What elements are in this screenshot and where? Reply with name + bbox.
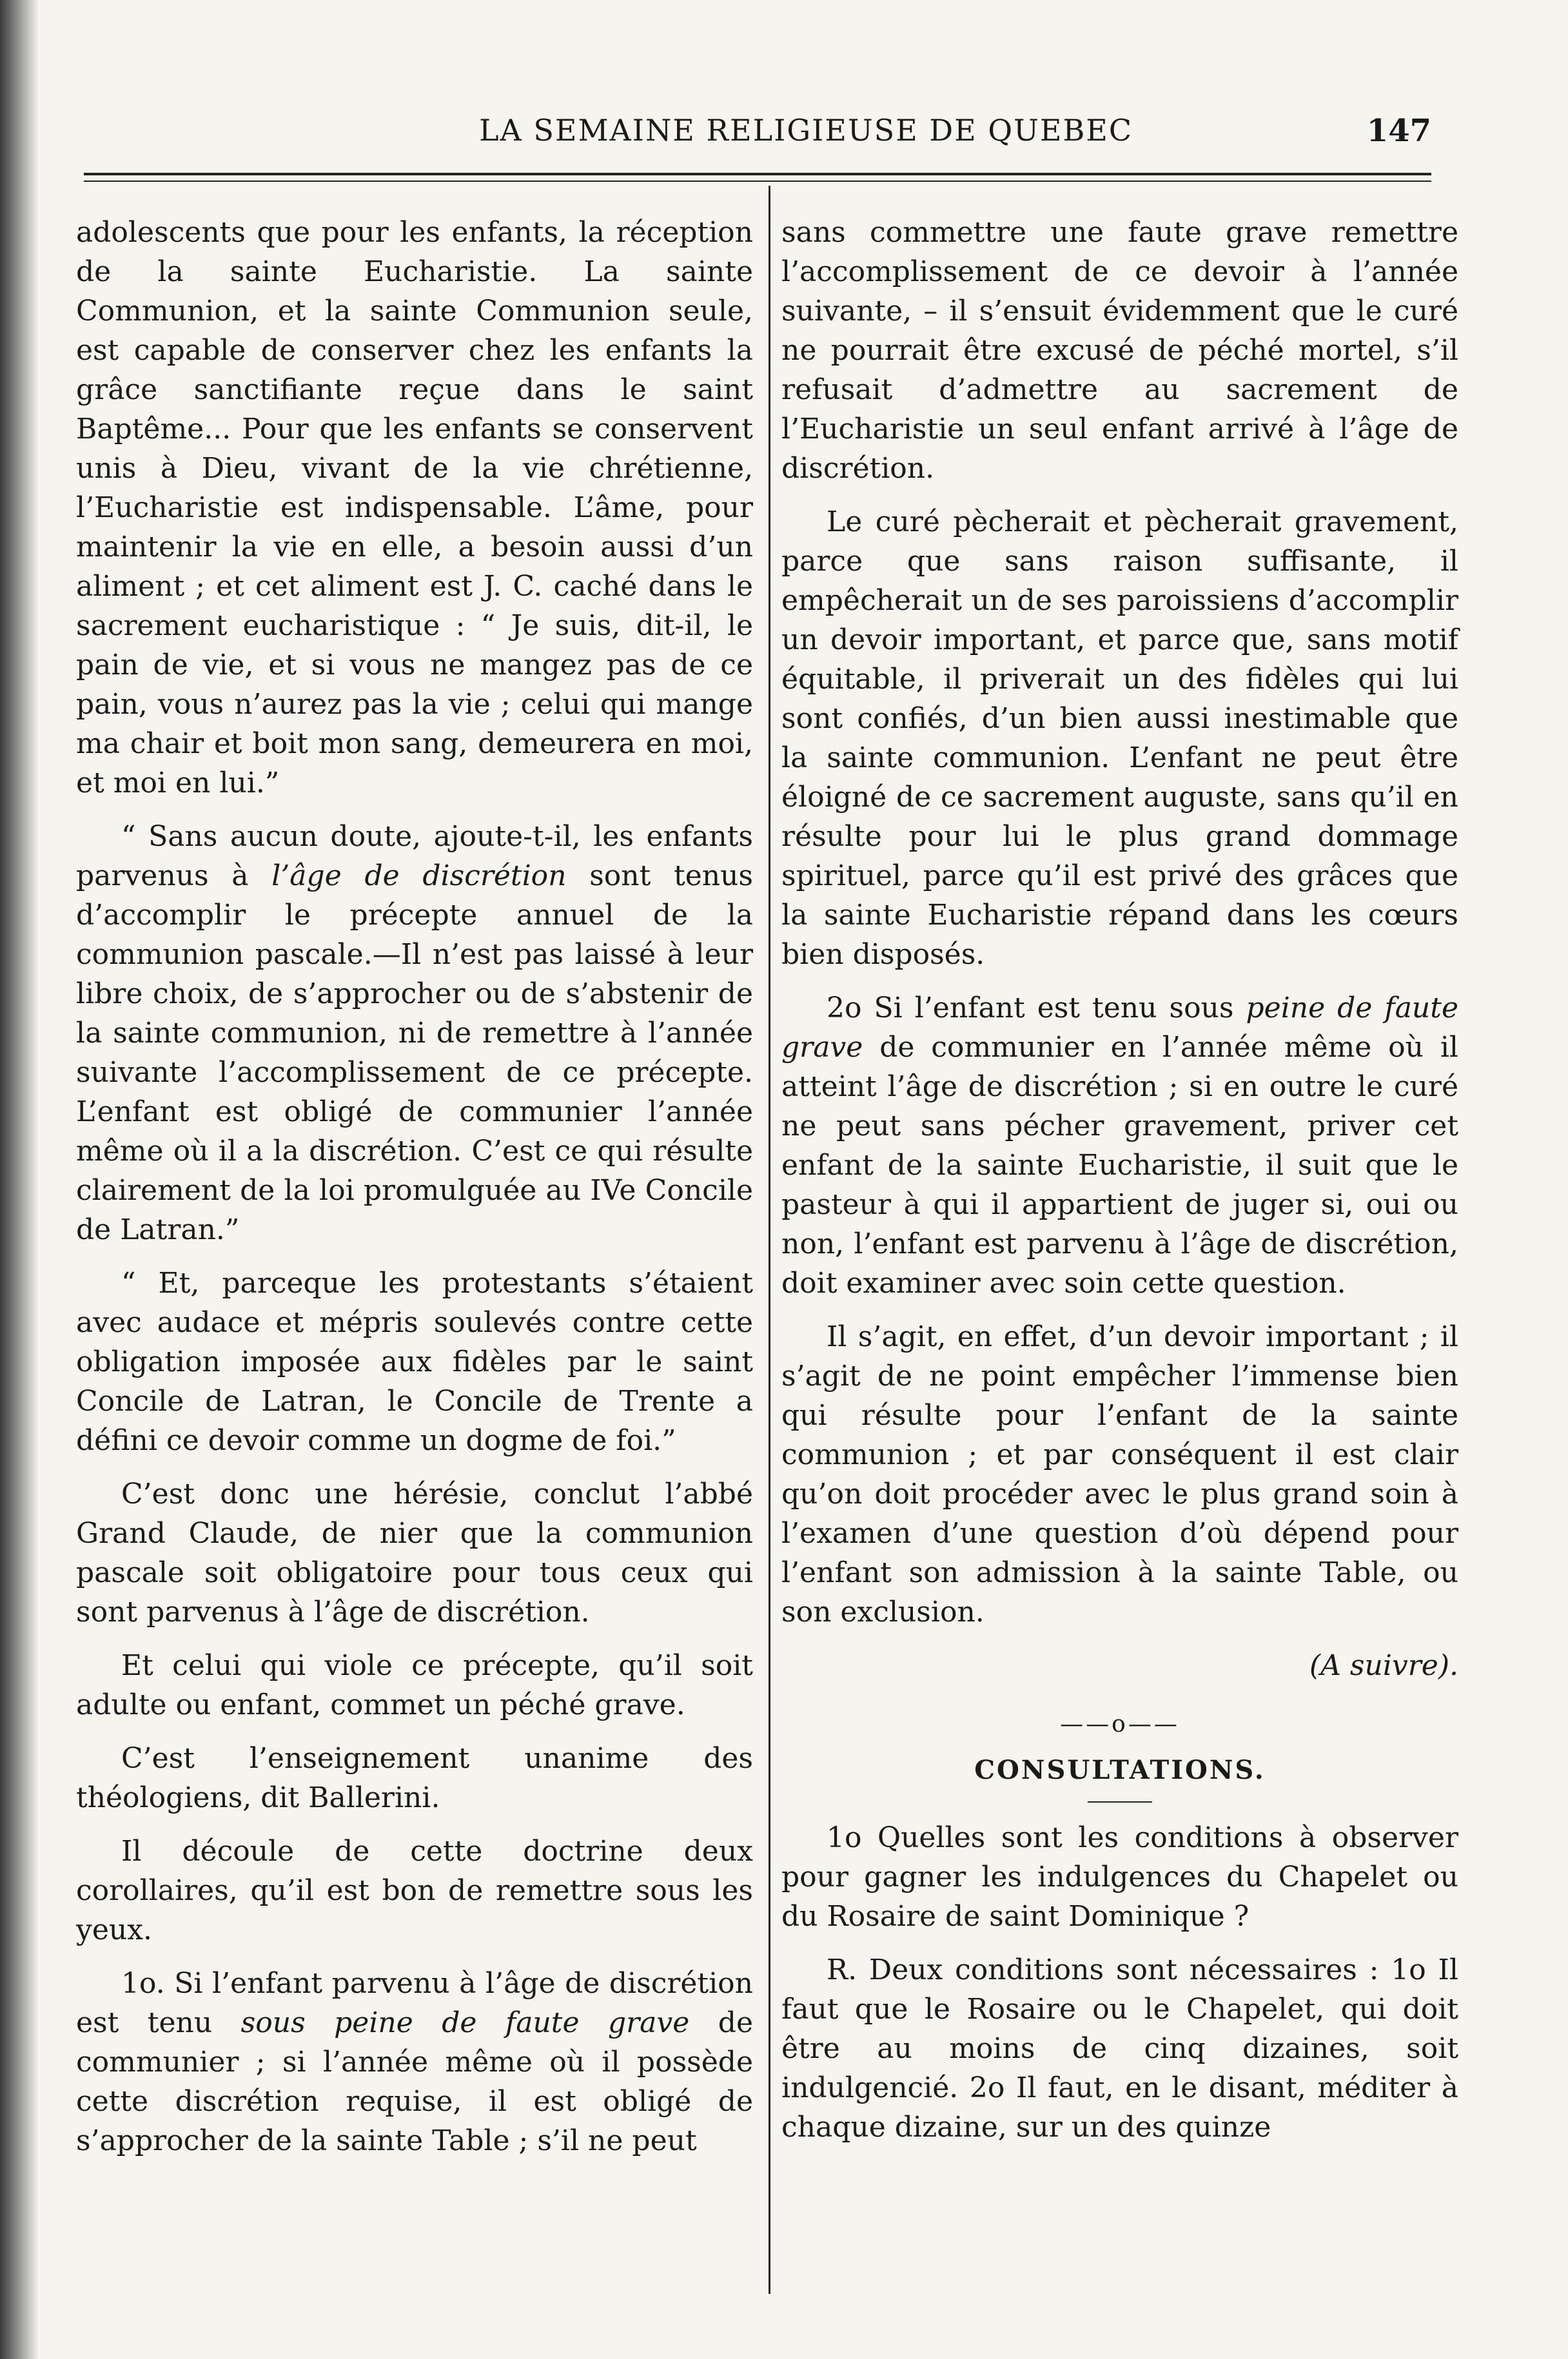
paragraph	[76, 1964, 753, 2160]
to-be-continued: (A suivre).	[1309, 1649, 1458, 1682]
text-run: de communier ; si l’année même où il possède cette discrétion requise, il est obligé de s’approcher de la sainte Table ; s’il ne peut	[76, 2006, 753, 2157]
running-title: LA SEMAINE RELIGIEUSE DE QUEBEC	[478, 113, 1133, 148]
text-run: 2o Si l’enfant est tenu sous	[827, 992, 1246, 1024]
italic-text: l’âge de discrétion	[271, 859, 567, 892]
answer-paragraph: R. Deux conditions sont nécessaires : 1o Il faut que le Rosaire ou le Chapelet, qui doit être au moins de cinq dizaines, soit indulgencié. 2o Il faut, en le disant, méditer à chaque dizaine, sur un des quinze	[781, 1953, 1458, 2144]
italic-text: sous peine de faute grave	[240, 2006, 690, 2039]
section-title: CONSULTATIONS.	[974, 1755, 1266, 1785]
paragraph: Et celui qui viole ce précepte, qu’il soit adulte ou enfant, commet un péché grave.	[76, 1649, 753, 1721]
continuation-note	[781, 1646, 1458, 1685]
page-number: 147	[1366, 113, 1431, 149]
title-underline	[1088, 1801, 1152, 1803]
paragraph: adolescents que pour les enfants, la réception de la sainte Eucharistie. La sainte Communion, et la sainte Communion seule, est capable de conserver chez les enfants la grâce sanctifiante reçue dans le saint Baptême... Pour que les enfants se conservent unis à Dieu, vivant de la vie chrétienne, l’Eucharistie est indispensable. L’âme, pour maintenir la vie en elle, a besoin aussi d’un aliment ; et cet aliment est J. C. caché dans le sacrement eucharistique : “ Je suis, dit-il, le pain de vie, et si vous ne mangez pas de ce pain, vous n’aurez pas la vie ; celui qui mange ma chair et boit mon sang, demeurera en moi, et moi en lui.”	[76, 216, 753, 799]
paragraph: C’est donc une hérésie, conclut l’abbé Grand Claude, de nier que la communion pascale soit obligatoire pour tous ceux qui sont parvenus à l’âge de discrétion.	[76, 1478, 753, 1629]
paragraph: Il s’agit, en effet, d’un devoir important ; il s’agit de ne point empêcher l’immense bien qui résulte pour l’enfant de la sainte communion ; et par conséquent il est clair qu’on doit procéder avec le plus grand soin à l’examen d’une question d’où dépend pour l’enfant son admission à la sainte Table, ou son exclusion.	[781, 1320, 1458, 1629]
header-rule-thin	[84, 181, 1431, 182]
paragraph	[76, 817, 753, 1249]
text-run: sont tenus d’accomplir le précepte annuel de la communion pascale.—Il n’est pas laissé à leur libre choix, de s’approcher ou de s’abstenir de la sainte communion, ni de remettre à l’année suivante l’accomplissement de ce précepte. L’enfant est obligé de communier l’année même où il a la discrétion. C’est ce qui résulte clairement de la loi promulguée au IVe Concile de Latran.”	[76, 859, 753, 1246]
section-separator: ——o——	[1060, 1711, 1180, 1737]
paragraph: Le curé pècherait et pècherait gravement, parce que sans raison suffisante, il empêcherait un de ses paroissiens d’accomplir un devoir important, et parce que, sans motif équitable, il priverait un des fidèles qui lui sont confiés, d’un bien aussi inestimable que la sainte communion. L’enfant ne peut être éloigné de ce sacrement auguste, sans qu’il en résulte pour lui le plus grand dommage spirituel, parce qu’il est privé des grâces que la sainte Eucharistie répand dans les cœurs bien disposés.	[781, 505, 1458, 971]
paragraph: Il découle de cette doctrine deux corollaires, qu’il est bon de remettre sous les yeux.	[76, 1835, 753, 1946]
paragraph	[781, 988, 1458, 1303]
text-run: de communier en l’année même où il atteint l’âge de discrétion ; si en outre le curé ne peut sans pécher gravement, priver cet enfant de la sainte Eucharistie, il suit que le pasteur à qui il appartient de juger si, oui ou non, l’enfant est parvenu à l’âge de discrétion, doit examiner avec soin cette question.	[781, 1031, 1458, 1300]
paragraph: “ Et, parceque les protestants s’étaient avec audace et mépris soulevés contre cette obligation imposée aux fidèles par le saint Concile de Latran, le Concile de Trente a défini ce devoir comme un dogme de foi.”	[76, 1267, 753, 1457]
paragraph: C’est l’enseignement unanime des théologiens, dit Ballerini.	[76, 1742, 753, 1814]
column-divider	[769, 186, 770, 2294]
paragraph: sans commettre une faute grave remettre l’accomplissement de ce devoir à l’année suivante, – il s’ensuit évidemment que le curé ne pourrait être excusé de péché mortel, s’il refusait d’admettre au sacrement de l’Eucharistie un seul enfant arrivé à l’âge de discrétion.	[781, 216, 1458, 485]
header-rule-thick	[84, 173, 1431, 175]
question-paragraph: 1o Quelles sont les conditions à observer pour gagner les indulgences du Chapelet ou du Rosaire de saint Dominique ?	[781, 1821, 1458, 1933]
running-header	[84, 113, 1431, 164]
left-column	[76, 213, 753, 2175]
text-run: 1o. Si l’enfant parvenu à l’âge de discrétion est tenu	[76, 1967, 753, 2039]
italic-text: peine de faute grave	[781, 992, 1458, 1064]
text-run: “ Sans aucun doute, ajoute-t-il, les enfants parvenus à	[76, 820, 753, 892]
right-column	[781, 213, 1458, 2161]
page-edge-shadow	[0, 0, 39, 2359]
